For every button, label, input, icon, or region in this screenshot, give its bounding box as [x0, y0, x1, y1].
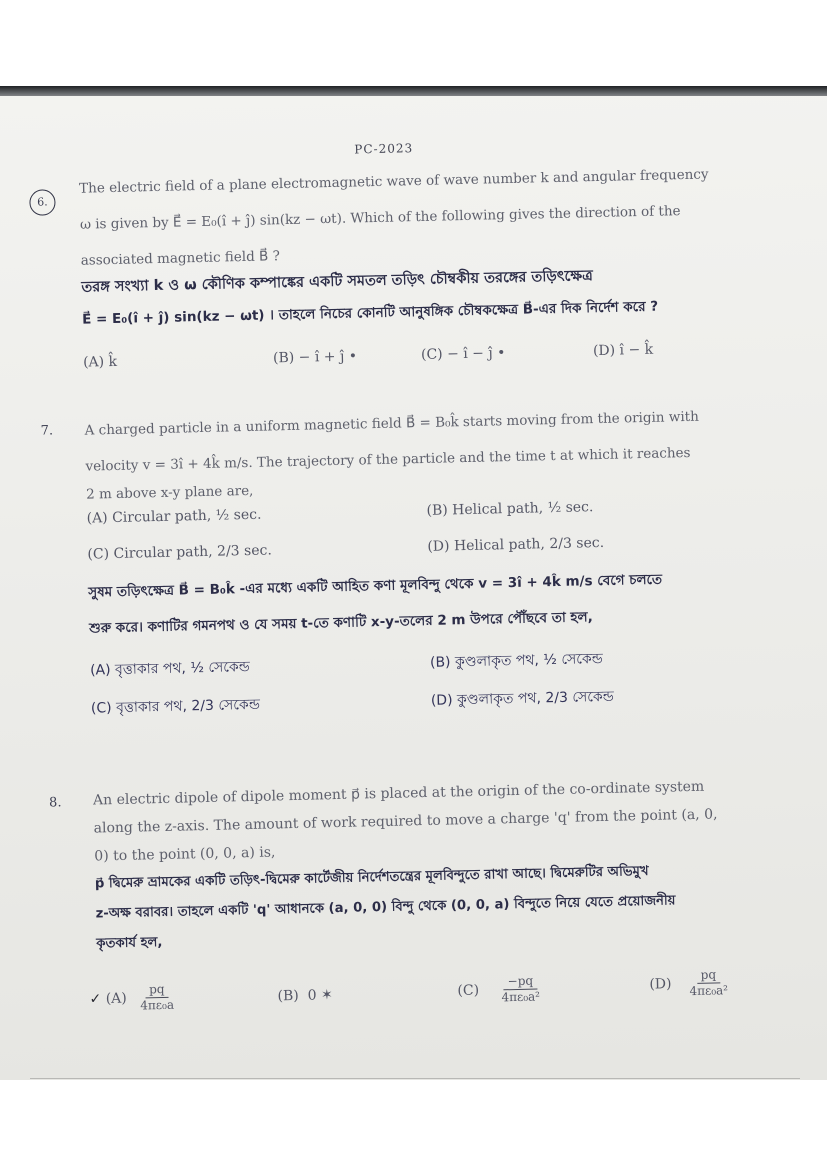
q7-option-b-en: (B) Helical path, ½ sec. [426, 499, 594, 519]
question-6-number: 6. [29, 189, 56, 216]
q8-option-c-fraction: $\frac{-pq}{\text{4πε₀a²}}$ [501, 973, 541, 1005]
q8-option-c: (C) $\frac{-pq}{\text{4πε₀a²}}$ [457, 973, 541, 1005]
q6-option-d: (D) î − k̂ [592, 341, 654, 360]
q6-bn-line-2: E⃗ = E₀(î + ĵ) sin(kz − ωt) । তাহলে নিচের কোনটি আনুষঙ্গিক চৌম্বকক্ষেত্র B⃗-এর দিক নির্দেশ করে ? [81, 298, 659, 328]
q7-option-a-en: (A) Circular path, ½ sec. [86, 506, 262, 527]
q8-option-d: (D) $\frac{pq}{\text{4πε₀a²}}$ [649, 967, 729, 999]
q7-en-line-2: velocity v = 3î + 4k̂ m/s. The trajectory of the particle and the time t at which it reaches [85, 444, 691, 475]
q8-option-a-fraction: $\frac{pq}{\text{4πε₀a}}$ [140, 981, 175, 1013]
q7-en-line-1: A charged particle in a uniform magnetic field B⃗ = B₀k̂ starts moving from the origin with [84, 408, 699, 439]
q7-option-c-bn: (C) বৃত্তাকার পথ, 2/3 সেকেন্ড [90, 696, 261, 717]
q7-bn-line-2: শুরু করে। কণাটির গমনপথ ও যে সময় t-তে কণাটি x-y-তলের 2 m উপরে পৌঁছবে তা হল, [88, 609, 593, 637]
q8-option-a: ✓ (A) $\frac{pq}{\text{4πε₀a}}$ [89, 981, 175, 1013]
exam-code: PC-2023 [354, 141, 414, 157]
q8-en-line-2: along the z-axis. The amount of work required to move a charge 'q' from the point (a, 0, [93, 806, 718, 837]
sheet-bottom-edge [30, 1078, 800, 1079]
q8-bn-line-1: p⃗ দ্বিমেরু ভ্রামকের একটি তড়িৎ-দ্বিমেরু কার্টেজীয় নির্দেশতন্ত্রের মূলবিন্দুতে রাখা আছে। দ্বিমেরুটির অভিমুখ [94, 863, 649, 892]
q7-en-line-3: 2 m above x-y plane are, [85, 482, 254, 503]
q7-option-d-en: (D) Helical path, 2/3 sec. [427, 534, 605, 555]
q7-option-c-en: (C) Circular path, 2/3 sec. [87, 542, 272, 563]
q8-en-line-1: An electric dipole of dipole moment p⃗ is placed at the origin of the co-ordinate system [92, 778, 705, 809]
q6-bn-line-1: তরঙ্গ সংখ্যা k ও ω কৌণিক কম্পাঙ্কের একটি সমতল তড়িৎ চৌম্বকীয় তরঙ্গের তড়িৎক্ষেত্র [81, 268, 593, 296]
q6-en-line-1: The electric field of a plane electromagnetic wave of wave number k and angular frequency [78, 166, 709, 197]
q7-option-a-bn: (A) বৃত্তাকার পথ, ½ সেকেন্ড [89, 658, 251, 679]
answer-tick-mark: ✓ [89, 991, 102, 1008]
question-8-number: 8. [48, 795, 62, 811]
q8-en-line-3: 0) to the point (0, 0, a) is, [94, 844, 276, 865]
q7-option-d-bn: (D) কুণ্ডলাকৃত পথ, 2/3 সেকেন্ড [430, 688, 615, 709]
q6-option-b: (B) − î + ĵ • [272, 348, 358, 367]
q7-option-b-bn: (B) কুণ্ডলাকৃত পথ, ½ সেকেন্ড [429, 650, 604, 671]
q8-bn-line-2: z-অক্ষ বরাবর। তাহলে একটি 'q' আধানকে (a, 0, 0) বিন্দু থেকে (0, 0, a) বিন্দুতে নিয়ে যেতে প্রয়োজনীয় [95, 893, 676, 922]
q8-bn-line-3: কৃতকার্য হল, [96, 935, 163, 952]
q8-option-d-fraction: $\frac{pq}{\text{4πε₀a²}}$ [689, 967, 729, 999]
question-7-number: 7. [40, 423, 54, 439]
q8-option-b: (B) 0 ✶ [277, 987, 333, 1005]
q6-en-line-2: ω is given by E⃗ = E₀(î + ĵ) sin(kz − ωt). Which of the following gives the direction of the [79, 203, 681, 233]
q6-option-c: (C) − î − ĵ • [420, 345, 506, 364]
q6-en-line-3: associated magnetic field B⃗ ? [80, 248, 281, 269]
q6-option-a: (A) k̂ [82, 353, 118, 371]
q7-bn-line-1: সুষম তড়িৎক্ষেত্র B⃗ = B₀k̂ -এর মধ্যে একটি আহিত কণা মূলবিন্দু থেকে v = 3î + 4k̂ m/s বেগে চলতে [88, 571, 663, 601]
